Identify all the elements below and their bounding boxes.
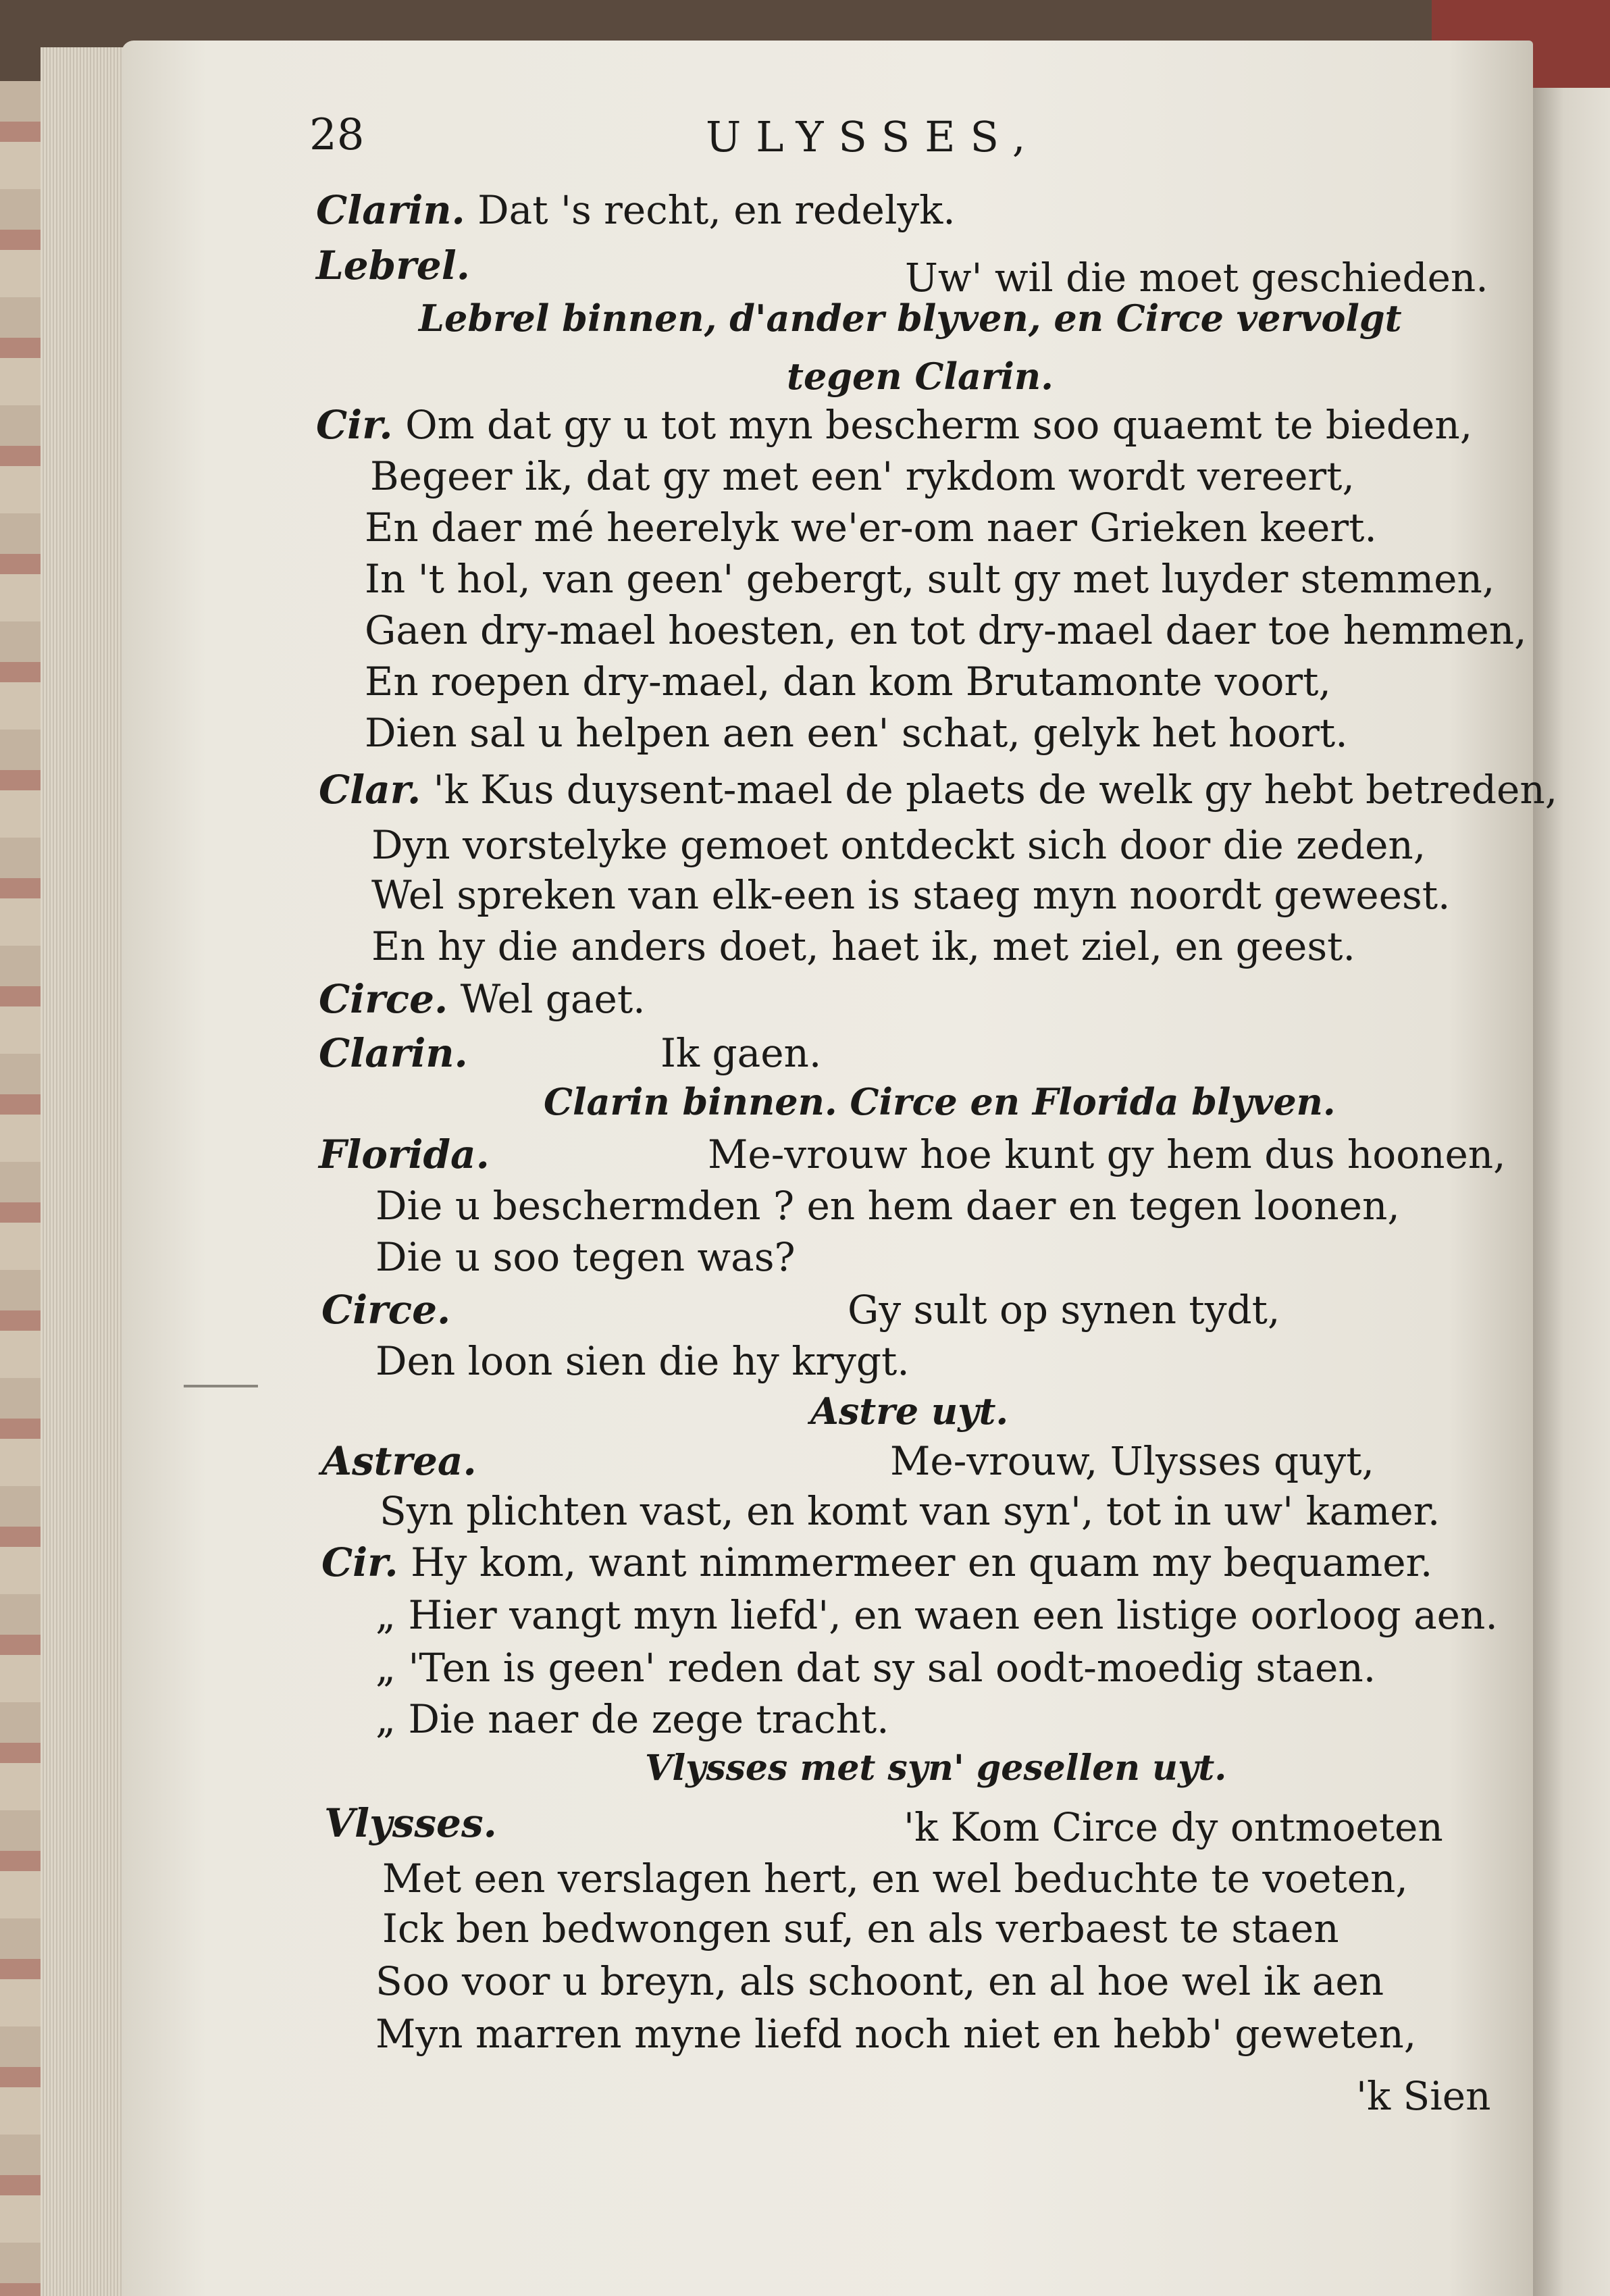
verse-line: In 't hol, van geen' gebergt, sult gy met luyder stemmen,	[365, 556, 1495, 602]
verse-line: En hy die anders doet, haet ik, met ziel, en geest.	[371, 923, 1355, 969]
verse-line: En daer mé heerelyk we'er-om naer Grieken keert.	[365, 505, 1377, 551]
verse-line: Begeer ik, dat gy met een' rykdom wordt vereert,	[370, 453, 1355, 499]
verse-line: „ Hier vangt myn liefd', en waen een listige oorloog aen.	[375, 1592, 1498, 1638]
stage-direction: tegen Clarin.	[787, 355, 1054, 398]
text-line	[324, 1800, 497, 1846]
text-line	[319, 1131, 490, 1177]
verse-line: En roepen dry-mael, dan kom Brutamonte voort,	[365, 659, 1331, 705]
stage-direction: Astre uyt.	[810, 1389, 1009, 1433]
dialogue-text: Me-vrouw hoe kunt gy hem dus hoonen,	[708, 1131, 1506, 1177]
text-line	[321, 1287, 451, 1333]
text-line	[321, 1539, 1433, 1585]
margin-pencil-mark	[184, 1385, 258, 1387]
dialogue-text: Me-vrouw, Ulysses quyt,	[890, 1438, 1374, 1484]
dialogue-text: Dat 's recht, en redelyk.	[477, 187, 956, 233]
verse-line: Ick ben bedwongen suf, en als verbaest te staen	[382, 1906, 1339, 1951]
verse-line: Wel spreken van elk-een is staeg myn noordt geweest.	[371, 872, 1451, 918]
stage-direction: Vlysses met syn' gesellen uyt.	[645, 1747, 1227, 1789]
speaker-label: Lebrel.	[316, 243, 470, 288]
stage-direction: Lebrel binnen, d'ander blyven, en Circe vervolgt	[419, 297, 1402, 340]
running-title: ULYSSES,	[706, 112, 1041, 161]
verse-line: Dyn vorstelyke gemoet ontdeckt sich door die zeden,	[371, 822, 1426, 868]
speaker-label: Cir.	[316, 402, 393, 448]
dialogue-text: Hy kom, want nimmermeer en quam my bequamer.	[411, 1539, 1433, 1585]
text-line	[316, 402, 1473, 448]
verse-line: Myn marren myne liefd noch niet en hebb' geweten,	[375, 2011, 1417, 2057]
dialogue-text: Wel gaet.	[460, 976, 646, 1022]
dialogue-text: Om dat gy u tot myn bescherm soo quaemt te bieden,	[405, 402, 1473, 448]
verse-line: Syn plichten vast, en komt van syn', tot in uw' kamer.	[380, 1488, 1440, 1534]
verse-line: Met een verslagen hert, en wel beduchte te voeten,	[382, 1856, 1408, 1902]
speaker-label: Clar.	[319, 767, 421, 813]
dialogue-text: Gy sult op synen tydt,	[848, 1287, 1280, 1333]
text-line	[319, 1030, 468, 1076]
dialogue-text: Ik gaen.	[660, 1030, 822, 1076]
text-line	[321, 1438, 477, 1484]
verse-line: Gaen dry-mael hoesten, en tot dry-mael daer toe hemmen,	[365, 607, 1527, 653]
speaker-label: Cir.	[321, 1539, 398, 1585]
text-line	[319, 767, 1558, 813]
verse-line: Die u soo tegen was?	[375, 1234, 796, 1280]
speaker-label: Florida.	[319, 1131, 490, 1177]
text-line	[319, 976, 646, 1022]
page-number: 28	[309, 110, 365, 160]
speaker-label: Vlysses.	[324, 1800, 497, 1846]
verse-line: Den loon sien die hy krygt.	[375, 1338, 910, 1384]
page-edges	[41, 47, 135, 2296]
facing-page-edge	[1533, 88, 1610, 2296]
verse-line: „ 'Ten is geen' reden dat sy sal oodt-moedig staen.	[375, 1645, 1376, 1691]
catchword: 'k Sien	[1356, 2073, 1491, 2119]
dialogue-text: Uw' wil die moet geschieden.	[905, 255, 1488, 301]
speaker-label: Astrea.	[321, 1438, 477, 1484]
speaker-label: Clarin.	[319, 1030, 468, 1076]
verse-line: Die u beschermden ? en hem daer en tegen loonen,	[375, 1183, 1400, 1229]
stage-direction: Clarin binnen. Circe en Florida blyven.	[544, 1080, 1336, 1123]
verse-line: Dien sal u helpen aen een' schat, gelyk het hoort.	[365, 710, 1348, 756]
text-line	[316, 187, 956, 233]
verse-line: Soo voor u breyn, als schoont, en al hoe wel ik aen	[375, 1958, 1384, 2004]
verse-line: „ Die naer de zege tracht.	[375, 1696, 889, 1742]
dialogue-text: 'k Kom Circe dy ontmoeten	[904, 1804, 1443, 1850]
speaker-label: Circe.	[319, 976, 448, 1022]
text-line	[316, 243, 470, 288]
speaker-label: Clarin.	[316, 187, 465, 233]
dialogue-text: 'k Kus duysent-mael de plaets de welk gy hebt betreden,	[433, 767, 1558, 813]
speaker-label: Circe.	[321, 1287, 451, 1333]
